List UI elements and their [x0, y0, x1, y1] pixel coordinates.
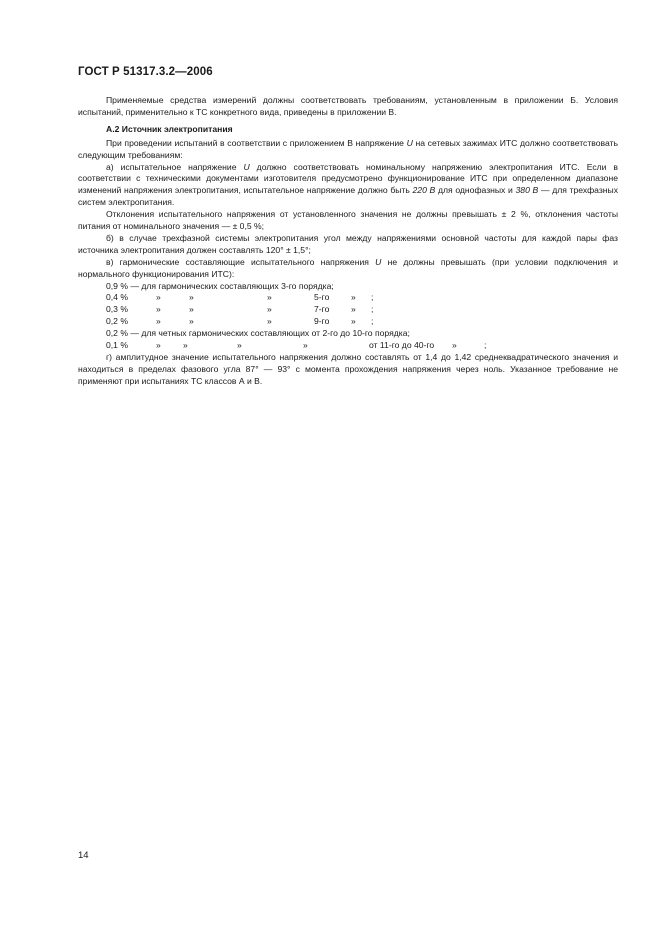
even-harmonic-row: [78, 328, 618, 340]
text-run: не должны превышать (при условии подключения и нормального функционирования ИТС):: [78, 256, 618, 279]
text-run: должно соответствовать номинальному напряжению электропитания ИТС. Если в соответствии с техническими документами изготовителя предусмотрено функционирование ИТС при определенном диапазоне изменений напряжения электропитания, испытательное напряжение должно быть: [78, 161, 618, 196]
harmonic-order: 5-го: [314, 292, 330, 303]
even-harmonic-first: 0,2 % — для четных гармонических составляющих от 2-го до 10-го порядка;: [106, 328, 410, 339]
harmonic-percent: 0,4 %: [106, 292, 128, 303]
text-run: При проведении испытаний в соответствии с приложением В напряжение: [106, 137, 407, 148]
italic-u: U: [406, 137, 413, 148]
text-run: а) испытательное напряжение: [106, 161, 244, 172]
even-harmonic-row: [78, 340, 618, 352]
harmonic-percent: 0,3 %: [106, 304, 128, 315]
ditto-mark: »: [183, 340, 188, 351]
paragraph-deviations: Отклонения испытательного напряжения от установленного значения не должны превышать ± 2 %, отклонения частоты питания от номинального значения — ± 0,5 %;: [78, 209, 618, 232]
document-header: ГОСТ Р 51317.3.2—2006: [78, 66, 213, 78]
italic-u: U: [243, 161, 250, 172]
ditto-mark: »: [452, 340, 457, 351]
item-v: [78, 257, 618, 281]
ditto-mark: »: [351, 292, 356, 303]
item-a: [78, 162, 618, 210]
odd-harmonic-row: [78, 281, 618, 293]
ditto-mark: »: [237, 340, 242, 351]
item-g: г) амплитудное значение испытательного напряжения должно составлять от 1,4 до 1,42 среднеквадратического значения и находиться в пределах фазового угла 87° — 93° с момента прохождения напряжения через ноль. Указанное требование не применяют при испытаниях ТС классов А и В.: [78, 351, 618, 386]
harmonic-order: 9-го: [314, 316, 330, 327]
odd-harmonic-row: [78, 292, 618, 304]
row-end: ;: [371, 292, 374, 303]
paragraph-voltage-requirements: [78, 138, 618, 162]
italic-380v: 380 В: [515, 185, 539, 196]
paragraph-measuring-instruments: Применяемые средства измерений должны соответствовать требованиям, установленным в приложении Б. Условия испытаний, применительно к ТС конкретного вида, приведены в приложении В.: [78, 95, 618, 117]
text-run: на сетевых зажимах ИТС должно соответствовать следующим требованиям:: [78, 137, 618, 160]
text-run: — для трехфазных систем электропитания.: [78, 185, 618, 208]
odd-harmonic-first: 0,9 % — для гармонических составляющих 3-го порядка;: [106, 280, 334, 291]
ditto-mark: »: [189, 316, 194, 327]
row-end: ;: [484, 340, 487, 351]
italic-u: U: [375, 256, 382, 267]
text-run: для однофазных и: [435, 185, 516, 196]
document-body: [78, 95, 618, 388]
ditto-mark: »: [156, 304, 161, 315]
harmonic-percent: 0,2 %: [106, 316, 128, 327]
ditto-mark: »: [156, 292, 161, 303]
ditto-mark: »: [267, 304, 272, 315]
page-number: 14: [78, 850, 89, 861]
row-end: ;: [371, 304, 374, 315]
section-heading: А.2 Источник электропитания: [106, 123, 233, 134]
ditto-mark: »: [156, 340, 161, 351]
ditto-mark: »: [156, 316, 161, 327]
harmonic-percent: 0,1 %: [106, 340, 128, 351]
row-end: ;: [371, 316, 374, 327]
ditto-mark: »: [189, 304, 194, 315]
item-b: б) в случае трехфазной системы электропитания угол между напряжениями основной частоты для каждой пары фаз источника электропитания должен составлять 120° ± 1,5°;: [78, 232, 618, 255]
odd-harmonic-row: [78, 304, 618, 316]
ditto-mark: »: [267, 316, 272, 327]
ditto-mark: »: [267, 292, 272, 303]
ditto-mark: »: [351, 304, 356, 315]
odd-harmonic-row: [78, 316, 618, 328]
text-run: в) гармонические составляющие испытательного напряжения: [106, 256, 376, 267]
even-harmonics-list: [78, 328, 618, 352]
harmonic-order: 7-го: [314, 304, 330, 315]
harmonic-order: от 11-го до 40-го: [369, 340, 435, 351]
ditto-mark: »: [351, 316, 356, 327]
ditto-mark: »: [303, 340, 308, 351]
ditto-mark: »: [189, 292, 194, 303]
odd-harmonics-list: [78, 281, 618, 329]
italic-220v: 220 В: [412, 185, 436, 196]
